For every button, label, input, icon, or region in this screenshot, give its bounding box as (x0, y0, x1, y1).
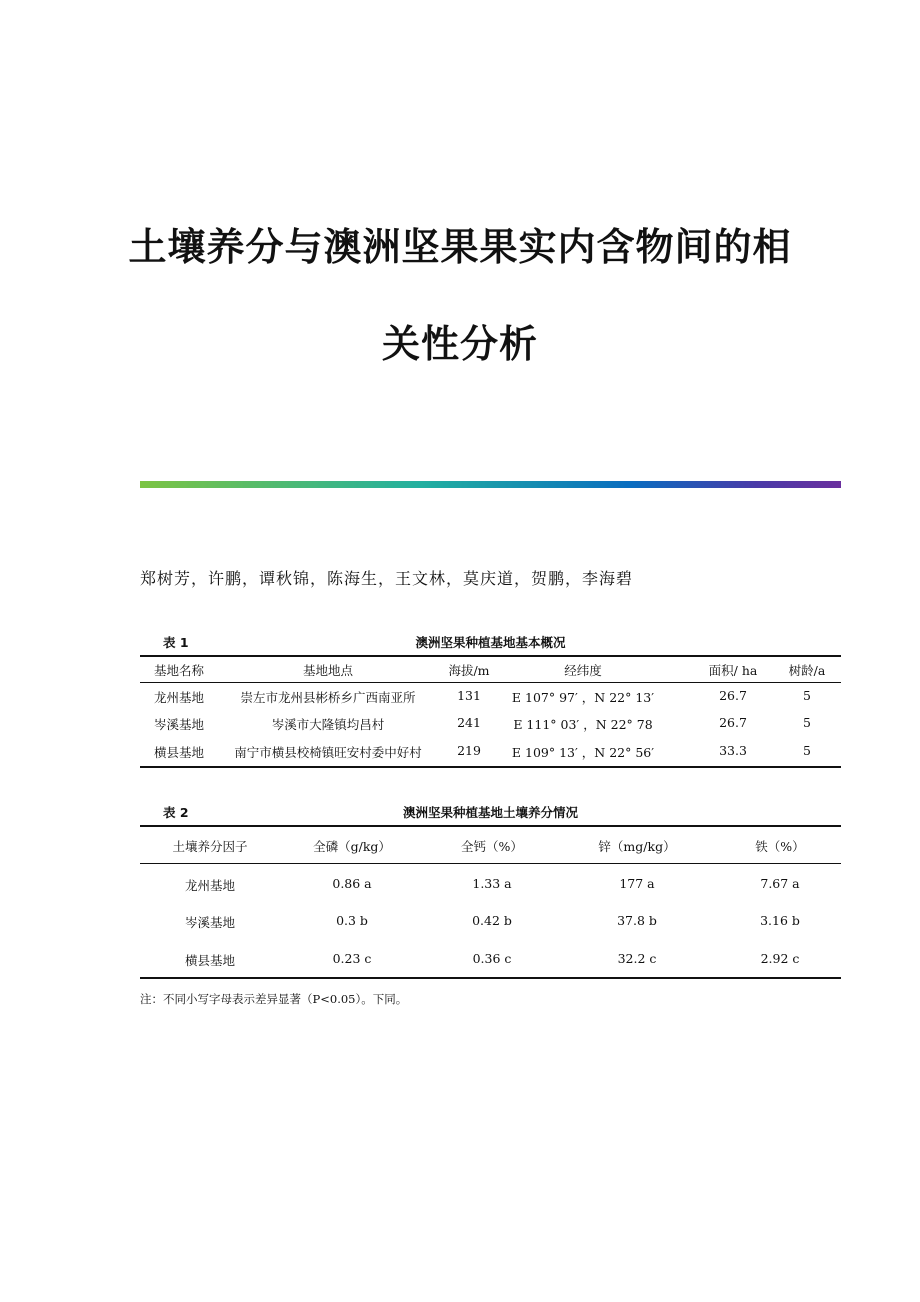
table2-header-cell: 铁（%） (755, 839, 805, 854)
table2-cell: 32.2 c (617, 951, 657, 966)
table2-cell: 2.92 c (760, 951, 800, 966)
table1-cell: E 107° 97′ ，N 22° 13′ (511, 690, 655, 705)
table1-cell: 5 (803, 688, 811, 703)
table2-cell: 0.42 b (472, 913, 512, 928)
table1-cell: 横县基地 (153, 745, 205, 760)
table1-header-cell: 面积/ ha (708, 663, 758, 678)
table1-cell: 龙州基地 (153, 690, 205, 705)
table1-cell: 岑溪基地 (153, 717, 205, 732)
paper-title-line-2: 关性分析 (381, 322, 538, 366)
table1-header-cell: 树龄/a (788, 663, 826, 678)
table1-cell: E 109° 13′ ，N 22° 56′ (511, 745, 655, 760)
table-1-label: 表 1 (163, 635, 189, 650)
table2-header-cell: 锌（mg/kg） (598, 839, 676, 854)
table-2-label: 表 2 (163, 805, 189, 820)
table2-cell: 龙州基地 (184, 878, 236, 893)
table2-cell: 岑溪基地 (184, 915, 236, 930)
table-1-bottom-rule (140, 766, 841, 768)
table-1-top-rule (140, 655, 841, 657)
table1-cell: 5 (803, 743, 811, 758)
table1-cell: 131 (457, 688, 481, 703)
table-2-title: 澳洲坚果种植基地土壤养分情况 (402, 805, 578, 820)
table2-cell: 0.86 a (332, 876, 372, 891)
table-note: 注：不同小写字母表示差异显著（P<0.05）。下同。 (140, 992, 408, 1006)
table1-cell: 33.3 (719, 743, 747, 758)
table-1 (140, 633, 841, 773)
author-list: 郑树芳，许鹏，谭秋锦，陈海生，王文林，莫庆道，贺鹏，李海碧 (140, 569, 634, 588)
table1-cell: 崇左市龙州县彬桥乡广西南亚所 (240, 690, 416, 705)
table2-cell: 37.8 b (617, 913, 657, 928)
table2-header-cell: 土壤养分因子 (172, 839, 248, 854)
table2-cell: 3.16 b (760, 913, 800, 928)
table2-cell: 1.33 a (472, 876, 512, 891)
table1-cell: 南宁市横县校椅镇旺安村委中好村 (234, 745, 422, 760)
table-2 (140, 803, 841, 983)
table-1-header-rule (140, 682, 841, 683)
paper-title-line-1: 土壤养分与澳洲坚果果实内含物间的相 (128, 225, 792, 269)
table1-cell: 岑溪市大隆镇均昌村 (271, 717, 385, 732)
table1-header-cell: 基地名称 (153, 663, 205, 678)
table1-cell: 219 (457, 743, 481, 758)
table2-cell: 0.3 b (336, 913, 368, 928)
table2-cell: 0.23 c (332, 951, 372, 966)
table-2-top-rule (140, 825, 841, 827)
table2-header-cell: 全磷（g/kg） (313, 839, 391, 854)
table1-header-cell: 经纬度 (564, 663, 602, 678)
table-2-bottom-rule (140, 977, 841, 979)
table-1-title: 澳洲坚果种植基地基本概况 (415, 635, 566, 650)
table1-header-cell: 基地地点 (302, 663, 354, 678)
table2-header-cell: 全钙（%） (461, 839, 523, 854)
table2-cell: 横县基地 (184, 953, 236, 968)
table2-cell: 0.36 c (472, 951, 512, 966)
table1-header-cell: 海拔/m (448, 663, 490, 678)
table1-cell: 26.7 (719, 688, 747, 703)
table1-cell: 5 (803, 715, 811, 730)
table-2-header-rule (140, 863, 841, 864)
title-divider (140, 481, 841, 488)
table2-cell: 7.67 a (760, 876, 800, 891)
table1-cell: 26.7 (719, 715, 747, 730)
table1-cell: 241 (457, 715, 481, 730)
table1-cell: E 111° 03′ ，N 22° 78 (513, 717, 653, 732)
table2-cell: 177 a (619, 876, 655, 891)
